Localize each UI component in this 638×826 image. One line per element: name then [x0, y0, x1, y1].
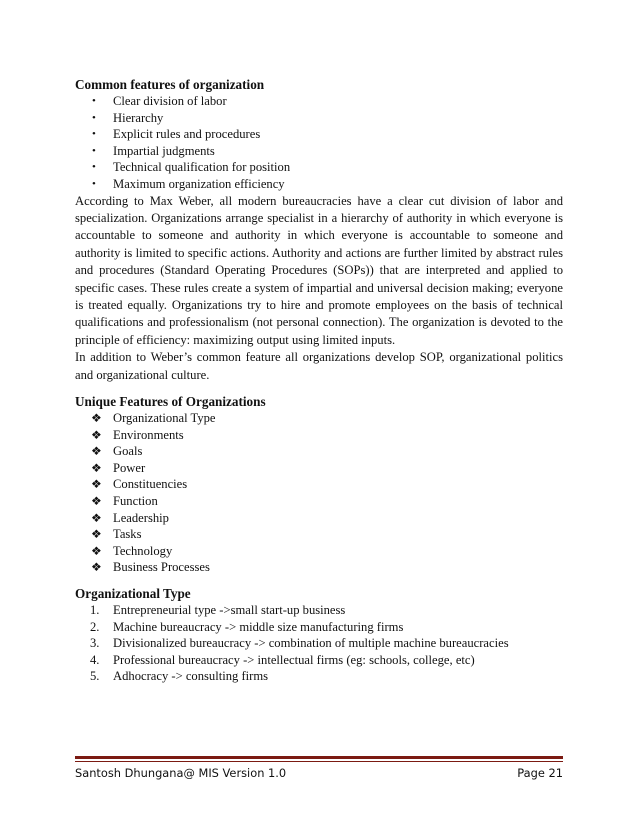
diamond-bullet-icon: ❖ — [91, 460, 102, 475]
list-item: ❖ Goals — [91, 444, 143, 459]
list-item: ❖ Environments — [91, 427, 184, 442]
list-item: ❖ Technology — [91, 543, 173, 558]
bullet-dot-icon: • — [92, 161, 96, 174]
heading-organizational-type: Organizational Type — [75, 585, 191, 601]
list-item: ❖ Organizational Type — [91, 411, 216, 426]
document-body — [75, 66, 563, 685]
footer-rule-thin — [75, 761, 563, 762]
heading-common-features: Common features of organization — [75, 77, 265, 92]
diamond-bullet-icon: ❖ — [91, 411, 102, 426]
bullet-dot-icon: • — [92, 144, 96, 157]
list-item: 3. Divisionalized bureaucracy -> combination of multiple machine bureaucracies — [90, 636, 509, 651]
list-item: ❖ Leadership — [91, 510, 169, 525]
list-item: ❖ Constituencies — [91, 477, 188, 492]
common-features-list — [75, 93, 563, 193]
bullet-dot-icon: • — [92, 177, 96, 190]
list-item: • Impartial judgments — [92, 143, 215, 158]
list-number: 2. — [90, 619, 100, 634]
footer-page-number: Page 21 — [517, 766, 563, 780]
list-number: 3. — [90, 636, 100, 651]
footer-author: Santosh Dhungana@ MIS Version 1.0 — [75, 766, 287, 780]
list-item: 5. Adhocracy -> consulting firms — [90, 669, 269, 684]
list-number: 5. — [90, 669, 100, 684]
heading-unique-features: Unique Features of Organizations — [75, 394, 266, 410]
bullet-dot-icon: • — [92, 128, 96, 141]
footer-rule-thick — [75, 756, 563, 759]
list-item: • Explicit rules and procedures — [92, 127, 261, 142]
list-item: ❖ Business Processes — [91, 560, 210, 575]
list-item: 4. Professional bureaucracy -> intellectual firms (eg: schools, college, etc) — [90, 652, 475, 667]
list-number: 1. — [90, 602, 100, 617]
diamond-bullet-icon: ❖ — [91, 477, 102, 492]
list-item: • Technical qualification for position — [92, 160, 291, 175]
diamond-bullet-icon: ❖ — [91, 560, 102, 575]
diamond-bullet-icon: ❖ — [91, 543, 102, 558]
weber-paragraph: According to Max Weber, all modern bureaucracies have a clear cut division of labor and specialization. Organizations arrange specialist in a hierarchy of authority in which everyone is accountable to someone and authority in which everyone is accountable to someone and authority is limited to specific actions. Authority and actions are further limited by abstract rules and procedures (Standard Operating Procedures (SOPs)) that are interpreted and applied to specific cases. These rules create a system of impartial and universal decision making; everyone is treated equally. Organizations try to hire and promote employees on the basis of technical qualifications and professionalism (not personal connection). The organization is devoted to the principle of efficiency: maximizing output using limited inputs. — [75, 193, 563, 347]
bullet-dot-icon: • — [92, 95, 96, 107]
diamond-bullet-icon: ❖ — [91, 510, 102, 525]
list-item: ❖ Power — [91, 460, 146, 475]
list-item: 2. Machine bureaucracy -> middle size manufacturing firms — [90, 619, 404, 634]
list-item: • Hierarchy — [92, 110, 164, 125]
list-number: 4. — [90, 652, 100, 667]
diamond-bullet-icon: ❖ — [91, 427, 102, 442]
diamond-bullet-icon: ❖ — [91, 494, 102, 508]
bullet-dot-icon: • — [92, 111, 96, 124]
diamond-bullet-icon: ❖ — [91, 444, 102, 459]
unique-features-list — [75, 410, 563, 576]
list-item: 1. Entrepreneurial type ->small start-up business — [90, 602, 346, 617]
list-item: ❖ Tasks — [91, 527, 142, 542]
sop-paragraph: In addition to Weber’s common feature all organizations develop SOP, organizational politics and organizational culture. — [75, 350, 563, 382]
list-item: • Clear division of labor — [92, 94, 227, 108]
list-item: ❖ Function — [91, 494, 158, 508]
organizational-type-list — [75, 602, 563, 685]
list-item: • Maximum organization efficiency — [92, 176, 285, 191]
diamond-bullet-icon: ❖ — [91, 527, 102, 542]
